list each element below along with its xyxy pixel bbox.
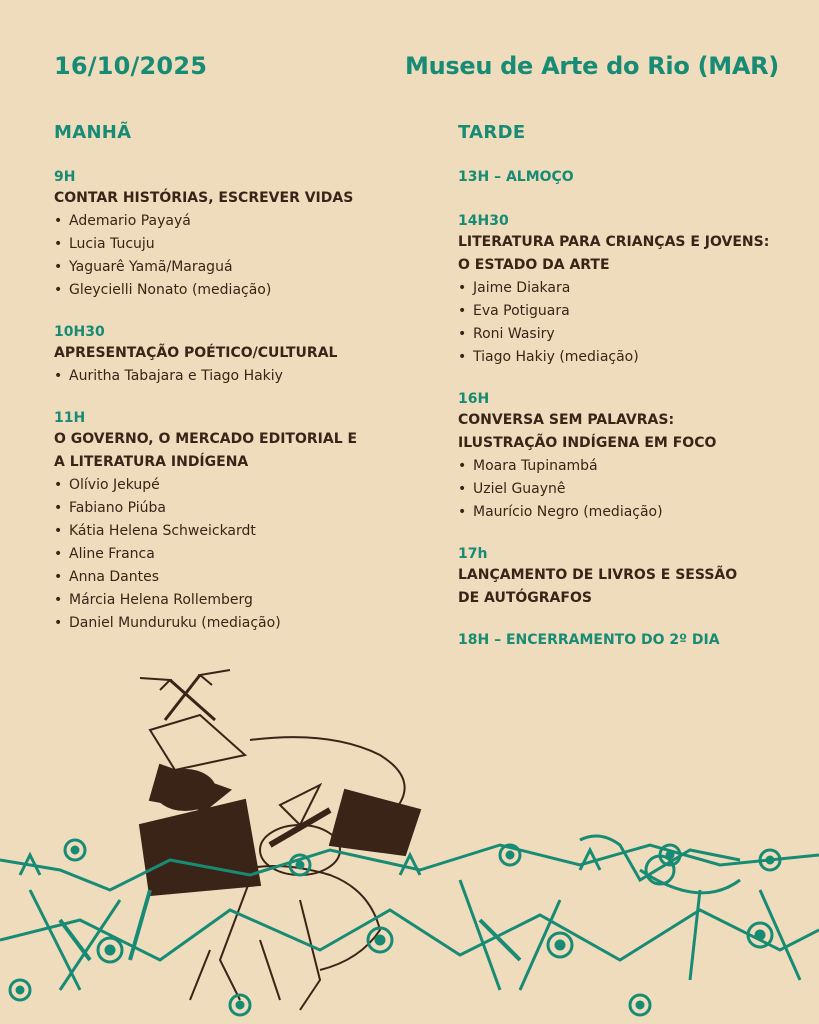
speaker: • Ademario Payayá bbox=[54, 210, 399, 233]
session-title: CONVERSA SEM PALAVRAS: ILUSTRAÇÃO INDÍGENA EM FOCO bbox=[458, 412, 717, 451]
session-16h bbox=[458, 389, 803, 524]
session-time: 14H30 bbox=[458, 213, 509, 229]
speaker: • Daniel Munduruku (mediação) bbox=[54, 612, 399, 635]
session-time: 17h bbox=[458, 546, 488, 562]
session-title: APRESENTAÇÃO POÉTICO/CULTURAL bbox=[54, 345, 338, 361]
speaker: • Márcia Helena Rollemberg bbox=[54, 589, 399, 612]
morning-title: MANHÃ bbox=[54, 122, 132, 143]
speaker: • Anna Dantes bbox=[54, 566, 399, 589]
teal-frieze bbox=[0, 836, 819, 1015]
afternoon-title: TARDE bbox=[458, 122, 526, 143]
speaker: • Maurício Negro (mediação) bbox=[458, 501, 803, 524]
indigenous-illustration bbox=[0, 660, 819, 1024]
speaker: • Moara Tupinambá bbox=[458, 455, 803, 478]
speaker: • Kátia Helena Schweickardt bbox=[54, 520, 399, 543]
speaker: • Aline Franca bbox=[54, 543, 399, 566]
closing-time: 18H – ENCERRAMENTO DO 2º DIA bbox=[458, 632, 720, 648]
dancer-figure-brown bbox=[140, 670, 420, 1010]
session-9h bbox=[54, 167, 399, 302]
session-time: 16H bbox=[458, 391, 490, 407]
event-venue: Museu de Arte do Rio (MAR) bbox=[405, 52, 779, 80]
speaker: • Gleycielli Nonato (mediação) bbox=[54, 279, 399, 302]
session-title: LITERATURA PARA CRIANÇAS E JOVENS: O ESTADO DA ARTE bbox=[458, 234, 770, 273]
event-date: 16/10/2025 bbox=[54, 52, 208, 80]
speaker-list bbox=[458, 277, 803, 369]
speaker: • Auritha Tabajara e Tiago Hakiy bbox=[54, 365, 399, 388]
speaker: • Roni Wasiry bbox=[458, 323, 803, 346]
speaker: • Eva Potiguara bbox=[458, 300, 803, 323]
speaker: • Yaguarê Yamã/Maraguá bbox=[54, 256, 399, 279]
speaker-list bbox=[54, 210, 399, 302]
session-14h30 bbox=[458, 211, 803, 369]
session-time: 10H30 bbox=[54, 324, 105, 340]
session-title: CONTAR HISTÓRIAS, ESCREVER VIDAS bbox=[54, 190, 354, 206]
session-10h30 bbox=[54, 322, 399, 388]
speaker: • Tiago Hakiy (mediação) bbox=[458, 346, 803, 369]
session-17h bbox=[458, 544, 803, 610]
session-time: 9H bbox=[54, 169, 76, 185]
session-time: 11H bbox=[54, 410, 86, 426]
afternoon-column bbox=[458, 122, 803, 674]
speaker-list bbox=[54, 365, 399, 388]
speaker: • Uziel Guaynê bbox=[458, 478, 803, 501]
speaker: • Olívio Jekupé bbox=[54, 474, 399, 497]
morning-column bbox=[54, 122, 399, 655]
session-title: LANÇAMENTO DE LIVROS E SESSÃO DE AUTÓGRAFOS bbox=[458, 567, 738, 606]
speaker-list bbox=[458, 455, 803, 524]
lunch-break: 13H – ALMOÇO bbox=[458, 169, 574, 185]
speaker: • Jaime Diakara bbox=[458, 277, 803, 300]
speaker: • Lucia Tucuju bbox=[54, 233, 399, 256]
speaker-list bbox=[54, 474, 399, 635]
session-title: O GOVERNO, O MERCADO EDITORIAL E A LITERATURA INDÍGENA bbox=[54, 431, 358, 470]
session-11h bbox=[54, 408, 399, 635]
speaker: • Fabiano Piúba bbox=[54, 497, 399, 520]
